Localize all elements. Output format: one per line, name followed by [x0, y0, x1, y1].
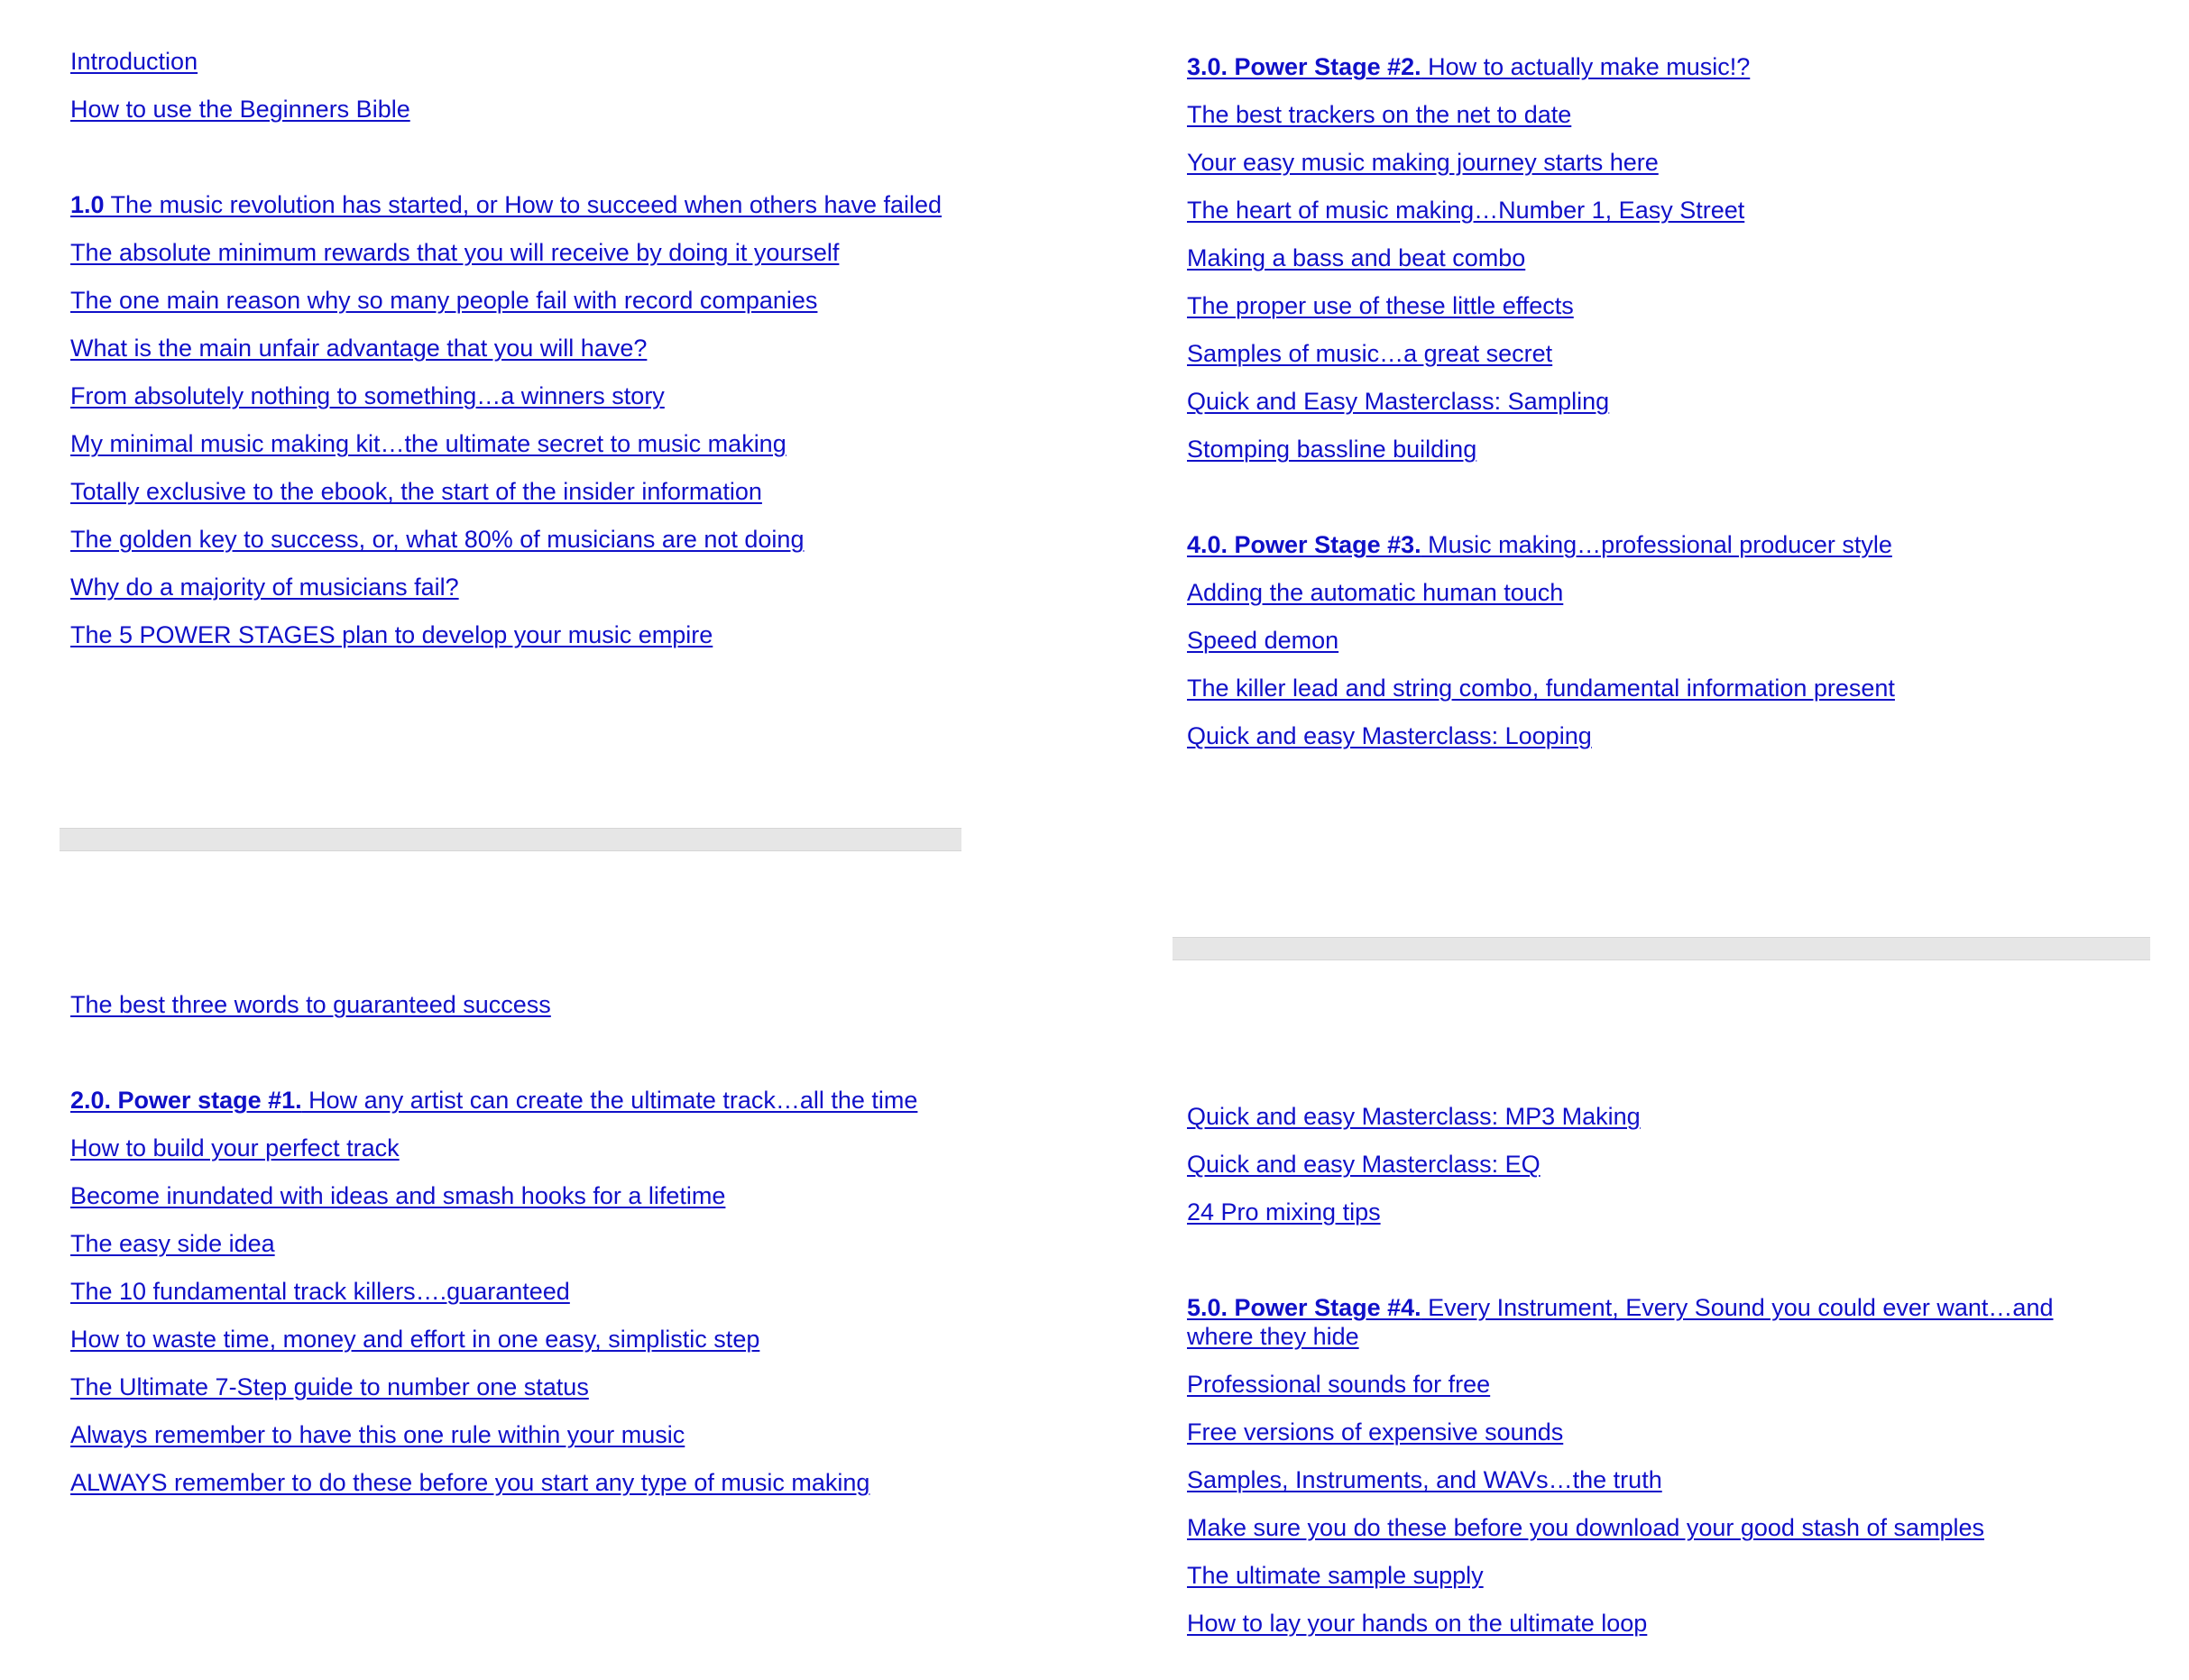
toc-link[interactable] — [70, 381, 665, 410]
toc-link[interactable] — [70, 334, 647, 363]
toc-link[interactable] — [1187, 291, 1574, 320]
toc-section-link[interactable] — [1187, 530, 1892, 559]
toc-entry — [1187, 148, 2089, 196]
toc-link[interactable] — [1187, 243, 1525, 272]
toc-link-text: Quick and easy Masterclass: MP3 Making — [1187, 1103, 1641, 1130]
toc-link[interactable] — [70, 990, 551, 1019]
toc-list-top-right — [1187, 52, 2089, 769]
toc-link[interactable] — [1187, 1561, 1484, 1590]
toc-link-text: Quick and Easy Masterclass: Sampling — [1187, 388, 1610, 415]
toc-link-text: Free versions of expensive sounds — [1187, 1418, 1564, 1446]
toc-entry — [70, 620, 972, 668]
toc-entry — [70, 573, 972, 620]
toc-link[interactable] — [1187, 1513, 1984, 1542]
toc-entry — [1187, 1198, 2089, 1245]
toc-link-text: The one main reason why so many people fail with record companies — [70, 287, 818, 314]
toc-link-text: Your easy music making journey starts here — [1187, 149, 1659, 176]
toc-list-top-left — [70, 47, 972, 668]
toc-entry — [1187, 1561, 2089, 1609]
toc-entry — [1187, 52, 2089, 100]
toc-entry — [70, 1372, 972, 1420]
toc-link-text: Introduction — [70, 48, 198, 75]
toc-link[interactable] — [70, 1468, 869, 1497]
toc-link[interactable] — [1187, 721, 1592, 750]
toc-link[interactable] — [70, 1420, 685, 1449]
page-break-left — [60, 828, 961, 851]
toc-entry — [70, 95, 972, 142]
toc-entry — [1187, 1370, 2089, 1418]
toc-section-link[interactable] — [70, 1086, 917, 1115]
toc-link-text: From absolutely nothing to something…a winners story — [70, 382, 665, 409]
toc-link-text: Professional sounds for free — [1187, 1371, 1491, 1398]
toc-link[interactable] — [1187, 578, 1563, 607]
toc-link-text: How to actually make music!? — [1421, 53, 1751, 80]
toc-spacer — [70, 142, 972, 190]
toc-entry — [1187, 339, 2089, 387]
toc-spacer — [1187, 482, 2089, 530]
toc-link-text: Making a bass and beat combo — [1187, 244, 1526, 271]
toc-link-text: The golden key to success, or, what 80% of musicians are not doing — [70, 526, 805, 553]
toc-link-text: Speed demon — [1187, 627, 1339, 654]
toc-section-number: 2.0. Power stage #1. — [70, 1087, 302, 1114]
toc-entry — [70, 334, 972, 381]
toc-link-text: Samples of music…a great secret — [1187, 340, 1553, 367]
toc-link[interactable] — [70, 573, 459, 601]
toc-link-text: How to build your perfect track — [70, 1134, 400, 1161]
toc-entry — [70, 990, 972, 1038]
toc-link-text: Totally exclusive to the ebook, the start of the insider information — [70, 478, 762, 505]
toc-link[interactable] — [1187, 1609, 1647, 1638]
toc-link[interactable] — [70, 95, 410, 124]
toc-link[interactable] — [70, 429, 786, 458]
toc-link[interactable] — [1187, 1418, 1563, 1446]
toc-entry — [1187, 1609, 2089, 1657]
toc-entry — [70, 1229, 972, 1277]
toc-entry — [1187, 243, 2089, 291]
toc-link[interactable] — [70, 1372, 589, 1401]
toc-link[interactable] — [70, 1277, 570, 1306]
toc-entry — [1187, 626, 2089, 674]
toc-entry — [70, 1086, 972, 1134]
toc-link[interactable] — [1187, 626, 1338, 655]
toc-entry — [1187, 291, 2089, 339]
toc-link[interactable] — [1187, 435, 1476, 464]
toc-link[interactable] — [1187, 387, 1609, 416]
toc-entry — [70, 1277, 972, 1325]
toc-entry — [1187, 196, 2089, 243]
toc-link-text: Music making…professional producer style — [1421, 531, 1892, 558]
toc-entry — [1187, 435, 2089, 482]
toc-link[interactable] — [70, 477, 762, 506]
toc-link-text: The best three words to guaranteed success — [70, 991, 551, 1018]
toc-link[interactable] — [70, 620, 713, 649]
toc-entry — [1187, 530, 2089, 578]
toc-entry — [1187, 721, 2089, 769]
toc-entry — [70, 47, 972, 95]
toc-section-number: 4.0. Power Stage #3. — [1187, 531, 1421, 558]
toc-section-number: 3.0. Power Stage #2. — [1187, 53, 1421, 80]
toc-link-text: Samples, Instruments, and WAVs…the truth — [1187, 1466, 1662, 1493]
toc-entry — [1187, 578, 2089, 626]
toc-list-bottom-left — [70, 990, 972, 1516]
toc-entry — [70, 381, 972, 429]
toc-entry — [1187, 1293, 2089, 1370]
toc-link[interactable] — [1187, 1465, 1662, 1494]
toc-link[interactable] — [1187, 100, 1571, 129]
toc-link[interactable] — [70, 1134, 400, 1162]
toc-link-text: The Ultimate 7-Step guide to number one status — [70, 1373, 589, 1400]
toc-link-text: The 10 fundamental track killers….guaranteed — [70, 1278, 570, 1305]
toc-link-text: How to use the Beginners Bible — [70, 96, 410, 123]
toc-entry — [70, 1181, 972, 1229]
toc-link-text: 24 Pro mixing tips — [1187, 1198, 1381, 1226]
toc-link[interactable] — [70, 238, 839, 267]
toc-link-text: Quick and easy Masterclass: EQ — [1187, 1151, 1541, 1178]
toc-link[interactable] — [70, 1325, 759, 1354]
toc-link-text: Every Instrument, Every Sound you could ever want…and where they hide — [1187, 1294, 2054, 1350]
toc-link-text: Quick and easy Masterclass: Looping — [1187, 722, 1592, 749]
toc-entry — [1187, 1102, 2089, 1150]
toc-entry — [70, 1420, 972, 1468]
toc-entry — [1187, 1418, 2089, 1465]
toc-section-number: 1.0 — [70, 191, 105, 218]
toc-link-text: Stomping bassline building — [1187, 436, 1477, 463]
toc-link[interactable] — [1187, 1370, 1490, 1399]
toc-section-link[interactable] — [1187, 1293, 2125, 1351]
toc-link-text: What is the main unfair advantage that you will have? — [70, 335, 648, 362]
toc-entry — [70, 429, 972, 477]
toc-link[interactable] — [70, 47, 198, 76]
toc-link-text: The killer lead and string combo, fundamental information present — [1187, 675, 1895, 702]
toc-link[interactable] — [1187, 339, 1552, 368]
toc-spacer — [70, 1038, 972, 1086]
toc-list-bottom-right — [1187, 1102, 2089, 1657]
toc-link[interactable] — [1187, 1198, 1381, 1226]
toc-link-text: The easy side idea — [70, 1230, 275, 1257]
toc-entry — [70, 477, 972, 525]
toc-entry — [1187, 100, 2089, 148]
toc-entry — [1187, 1150, 2089, 1198]
toc-section-link[interactable] — [70, 190, 942, 219]
toc-entry — [1187, 674, 2089, 721]
toc-link-text: The music revolution has started, or How to succeed when others have failed — [104, 191, 943, 218]
toc-spacer — [1187, 1245, 2089, 1293]
toc-link-text: The proper use of these little effects — [1187, 292, 1574, 319]
toc-link-text: How any artist can create the ultimate track…all the time — [301, 1087, 918, 1114]
toc-link-text: Always remember to have this one rule within your music — [70, 1421, 685, 1448]
toc-link-text: How to lay your hands on the ultimate loop — [1187, 1610, 1648, 1637]
toc-link-text: ALWAYS remember to do these before you start any type of music making — [70, 1469, 870, 1496]
toc-link-text: Adding the automatic human touch — [1187, 579, 1564, 606]
toc-link[interactable] — [70, 525, 804, 554]
toc-entry — [70, 1468, 972, 1516]
toc-entry — [70, 238, 972, 286]
toc-link[interactable] — [1187, 674, 1895, 702]
toc-link-text: The absolute minimum rewards that you will receive by doing it yourself — [70, 239, 840, 266]
toc-entry — [70, 525, 972, 573]
toc-link-text: How to waste time, money and effort in one easy, simplistic step — [70, 1326, 760, 1353]
toc-link[interactable] — [1187, 148, 1659, 177]
toc-link[interactable] — [1187, 1150, 1541, 1179]
toc-link-text: Make sure you do these before you download your good stash of samples — [1187, 1514, 1985, 1541]
toc-link-text: The heart of music making…Number 1, Easy Street — [1187, 197, 1745, 224]
toc-link[interactable] — [70, 1229, 275, 1258]
toc-section-link[interactable] — [1187, 52, 1750, 81]
toc-link-text: My minimal music making kit…the ultimate secret to music making — [70, 430, 786, 457]
toc-link[interactable] — [70, 286, 817, 315]
toc-link-text: The 5 POWER STAGES plan to develop your music empire — [70, 621, 713, 648]
toc-link-text: The ultimate sample supply — [1187, 1562, 1484, 1589]
toc-link-text: Become inundated with ideas and smash hooks for a lifetime — [70, 1182, 726, 1209]
toc-section-number: 5.0. Power Stage #4. — [1187, 1294, 1421, 1321]
page-break-right — [1173, 937, 2150, 960]
toc-entry — [70, 1325, 972, 1372]
toc-entry — [1187, 1513, 2089, 1561]
toc-link-text: The best trackers on the net to date — [1187, 101, 1572, 128]
toc-entry — [70, 190, 972, 238]
toc-link-text: Why do a majority of musicians fail? — [70, 574, 459, 601]
toc-link[interactable] — [1187, 196, 1744, 225]
toc-link[interactable] — [1187, 1102, 1641, 1131]
toc-entry — [1187, 1465, 2089, 1513]
toc-entry — [1187, 387, 2089, 435]
toc-entry — [70, 1134, 972, 1181]
toc-link[interactable] — [70, 1181, 725, 1210]
toc-entry — [70, 286, 972, 334]
